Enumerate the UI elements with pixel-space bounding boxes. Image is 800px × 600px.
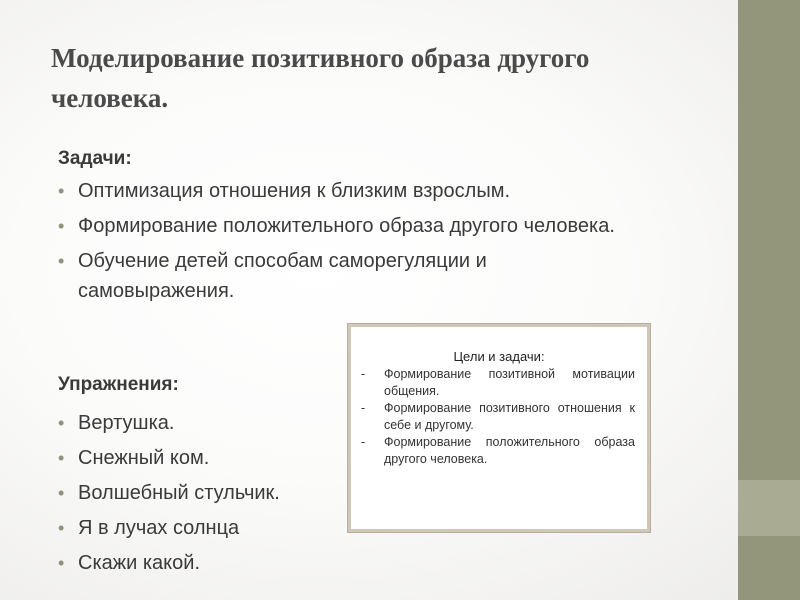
bullet-icon: • [58, 553, 65, 573]
sidebar-accent-block [738, 480, 800, 536]
list-item [58, 513, 338, 543]
list-item [361, 366, 635, 400]
list-item-text: Формирование положительного образа другого человека. [78, 215, 615, 237]
list-item [58, 478, 338, 508]
list-item [58, 548, 338, 578]
tasks-list [58, 176, 638, 311]
dash-icon: - [361, 367, 366, 381]
bullet-icon: • [58, 518, 65, 538]
goals-box [348, 324, 650, 532]
list-item-text: Снежный ком. [78, 447, 210, 469]
goals-list [351, 366, 647, 468]
dash-icon: - [361, 435, 366, 449]
list-item [361, 400, 635, 434]
bullet-icon: • [58, 483, 65, 503]
goals-box-title: Цели и задачи: [453, 349, 545, 364]
exercises-list [58, 408, 338, 583]
list-item [361, 434, 635, 468]
list-item-text: Скажи какой. [78, 552, 201, 574]
bullet-icon: • [58, 181, 65, 201]
list-item-text: Формирование позитивного отношения к себе и другому. [384, 401, 635, 432]
list-item [58, 443, 338, 473]
bullet-icon: • [58, 448, 65, 468]
bullet-icon: • [58, 216, 65, 236]
list-item-text: Вертушка. [78, 412, 175, 434]
list-item [58, 246, 638, 306]
list-item [58, 211, 638, 241]
list-item-text: Волшебный стульчик. [78, 482, 280, 504]
tasks-heading: Задачи: [58, 148, 132, 169]
dash-icon: - [361, 401, 366, 415]
bullet-icon: • [58, 413, 65, 433]
sidebar-decoration [738, 0, 800, 600]
list-item-text: Формирование позитивной мотивации общения. [384, 367, 635, 398]
list-item [58, 176, 638, 206]
list-item-text: Формирование положительного образа другого человека. [384, 435, 635, 466]
list-item-text: Я в лучах солнца [78, 517, 240, 539]
slide-title: Моделирование позитивного образа другого человека. [51, 43, 590, 113]
bullet-icon: • [58, 251, 65, 271]
list-item-text: Оптимизация отношения к близким взрослым. [78, 180, 511, 202]
exercises-heading: Упражнения: [58, 374, 179, 395]
list-item-text: Обучение детей способам саморегуляции и самовыражения. [78, 250, 487, 302]
list-item [58, 408, 338, 438]
